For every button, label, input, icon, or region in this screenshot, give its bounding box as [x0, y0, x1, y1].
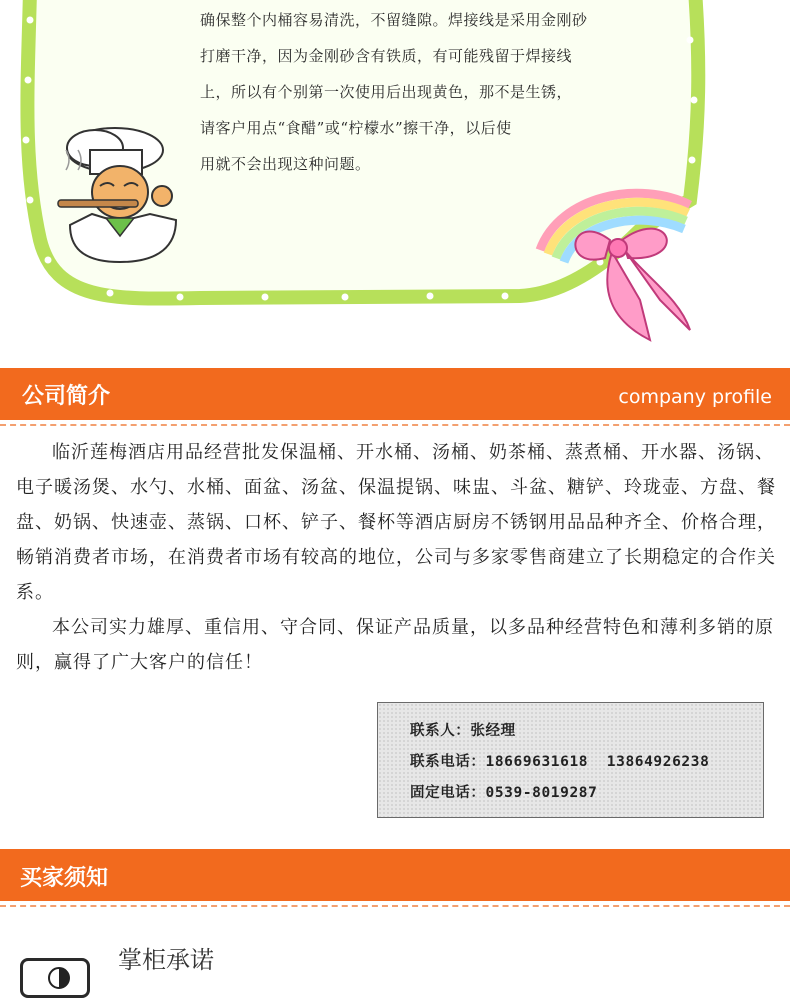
company-profile-subtitle: company profile: [618, 386, 772, 408]
note-text: [200, 2, 660, 182]
company-profile-header: [0, 368, 790, 420]
buyer-notes-header: [0, 849, 790, 901]
pink-bow: [575, 229, 690, 340]
contact-phone-value: 18669631618 13864926238: [485, 754, 710, 770]
contact-person-value: 张经理: [470, 723, 516, 739]
note-line: 确保整个内桶容易清洗，不留缝隙。焊接线是采用金刚砂: [200, 11, 588, 29]
profile-paragraph: 本公司实力雄厚、重信用、守合同、保证产品质量，以多品种经营特色和薄利多销的原则，赢得了广大客户的信任！: [16, 617, 774, 673]
note-line: 打磨干净，因为金刚砂含有铁质，有可能残留于焊接线: [200, 47, 573, 65]
note-line: 用就不会出现这种问题。: [200, 155, 371, 173]
contact-person-label: 联系人：: [410, 723, 471, 739]
buyer-notes-title: 买家须知: [20, 866, 109, 891]
company-profile-body: [16, 435, 776, 680]
contact-phone-row: [410, 750, 709, 771]
contact-landline-row: [410, 781, 597, 802]
contact-person-row: [410, 719, 516, 740]
contact-landline-value: 0539-8019287: [485, 785, 598, 801]
profile-paragraph: 临沂莲梅酒店用品经营批发保温桶、开水桶、汤桶、奶茶桶、蒸煮桶、开水器、汤锅、电子暖汤煲、水勺、水桶、面盆、汤盆、保温提锅、味盅、斗盆、糖铲、玲珑壶、方盘、餐盘、奶锅、快速壶、蒸锅、口杯、铲子、餐杯等酒店厨房不锈钢用品品种齐全、价格合理，畅销消费者市场，在消费者市场有较高的地位，公司与多家零售商建立了长期稳定的合作关系。: [16, 442, 776, 603]
company-profile-title: 公司简介: [22, 384, 111, 409]
note-card: [0, 0, 790, 355]
note-line: 上，所以有个别第一次使用后出现黄色，那不是生锈，: [200, 83, 573, 101]
promise-title: 掌柜承诺: [118, 946, 214, 974]
contact-landline-label: 固定电话：: [410, 785, 486, 801]
note-line: 请客户用点“食醋”或“柠檬水”擦干净，以后使: [200, 119, 512, 137]
contact-phone-label: 联系电话：: [410, 754, 486, 770]
section-divider: [0, 424, 790, 426]
section-divider: [0, 905, 790, 907]
contact-box: [377, 702, 764, 818]
promise-icon: [20, 958, 90, 998]
